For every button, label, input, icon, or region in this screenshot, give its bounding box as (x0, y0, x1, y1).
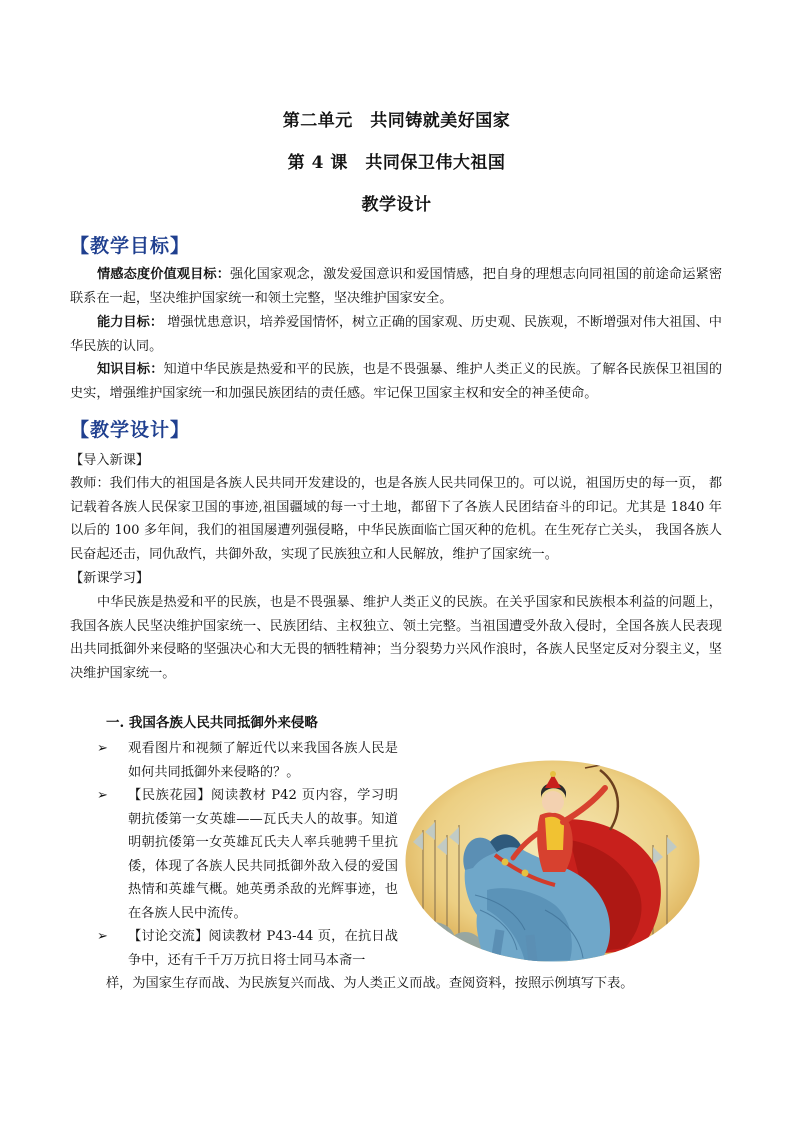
emotion-label: 情感态度价值观目标： (97, 267, 231, 282)
bullet-item-3-continued: 样，为国家生存而战、为民族复兴而战、为人类正义而战。查阅资料，按照示例填写下表。 (106, 976, 634, 991)
bullet-item-2: 【民族花园】阅读教材 P42 页内容，学习明朝抗倭第一女英雄——瓦氏夫人的故事。知道明朝抗倭第一女英雄瓦氏夫人率兵驰骋千里抗倭，体现了各族人民共同抵御外敌入侵的爱国热情和英雄气概。她英勇杀敌的光辉事迹，也在各族人民中流传。 (128, 788, 398, 921)
lesson-title: 第 4 课 共同保卫伟大祖国 (287, 153, 506, 173)
ability-objective (70, 311, 722, 358)
bullet-arrow-icon: ➢ (97, 788, 108, 803)
intro-text: 教师：我们伟大的祖国是各族人民共同开发建设的，也是各族人民共同保卫的。可以说，祖国历史的每一页， 都记载着各族人民保家卫国的事迹,祖国疆域的每一寸土地，都留下了各族人民团结奋斗的印记。尤其是 1840 年以后的 100 多年间，我们的祖国屡遭列强侵略，中华民族面临亡国灭种的危机。在生死存亡关头， 我国各族人民奋起还击，同仇敌忾，共御外敌，实现了民族独立和人民解放，维护了国家统一。 (70, 476, 722, 562)
unit-title: 第二单元 共同铸就美好国家 (282, 111, 511, 131)
design-heading: 【教学设计】 (70, 419, 191, 441)
emotion-text: 强化国家观念，激发爱国意识和爱国情感，把自身的理想志向同祖国的前途命运紧密联系在一起，坚决维护国家统一和领土完整，坚决维护国家安全。 (70, 267, 723, 306)
heroine-on-horse-illustration (405, 760, 700, 962)
new-lesson-text: 中华民族是热爱和平的民族，也是不畏强暴、维护人类正义的民族。在关乎国家和民族根本利益的问题上，我国各族人民坚决维护国家统一、民族团结、主权独立、领土完整。当祖国遭受外敌入侵时，全国各族人民表现出共同抵御外来侵略的坚强决心和大无畏的牺牲精神；当分裂势力兴风作浪时，各族人民坚定反对分裂主义，坚决维护国家统一。 (70, 595, 722, 681)
bullet-item-3: 【讨论交流】阅读教材 P43-44 页，在抗日战争中，还有千千万万抗日将士同马本斋一 (128, 929, 398, 968)
intro-label: 【导入新课】 (70, 453, 150, 468)
emotion-objective (70, 263, 722, 310)
knowledge-text: 知道中华民族是热爱和平的民族，也是不畏强暴、维护人类正义的民族。了解各民族保卫祖国的史实，增强维护国家统一和加强民族团结的责任感。牢记保卫国家主权和安全的神圣使命。 (70, 362, 723, 401)
knowledge-label: 知识目标： (97, 362, 164, 377)
objectives-heading: 【教学目标】 (70, 235, 191, 257)
new-lesson-label: 【新课学习】 (70, 571, 150, 586)
section1-title: 一. 我国各族人民共同抵御外来侵略 (106, 715, 318, 731)
doc-title: 教学设计 (361, 195, 432, 215)
bullet-item-1: 观看图片和视频了解近代以来我国各族人民是如何共同抵御外来侵略的？。 (128, 741, 398, 780)
bullet-arrow-icon: ➢ (97, 929, 108, 944)
bullet-arrow-icon: ➢ (97, 741, 108, 756)
ability-label: 能力目标： (97, 315, 164, 330)
ability-text: 增强忧患意识，培养爱国情怀，树立正确的国家观、历史观、民族观，不断增强对伟大祖国、中华民族的认同。 (70, 315, 722, 354)
knowledge-objective (70, 358, 722, 405)
